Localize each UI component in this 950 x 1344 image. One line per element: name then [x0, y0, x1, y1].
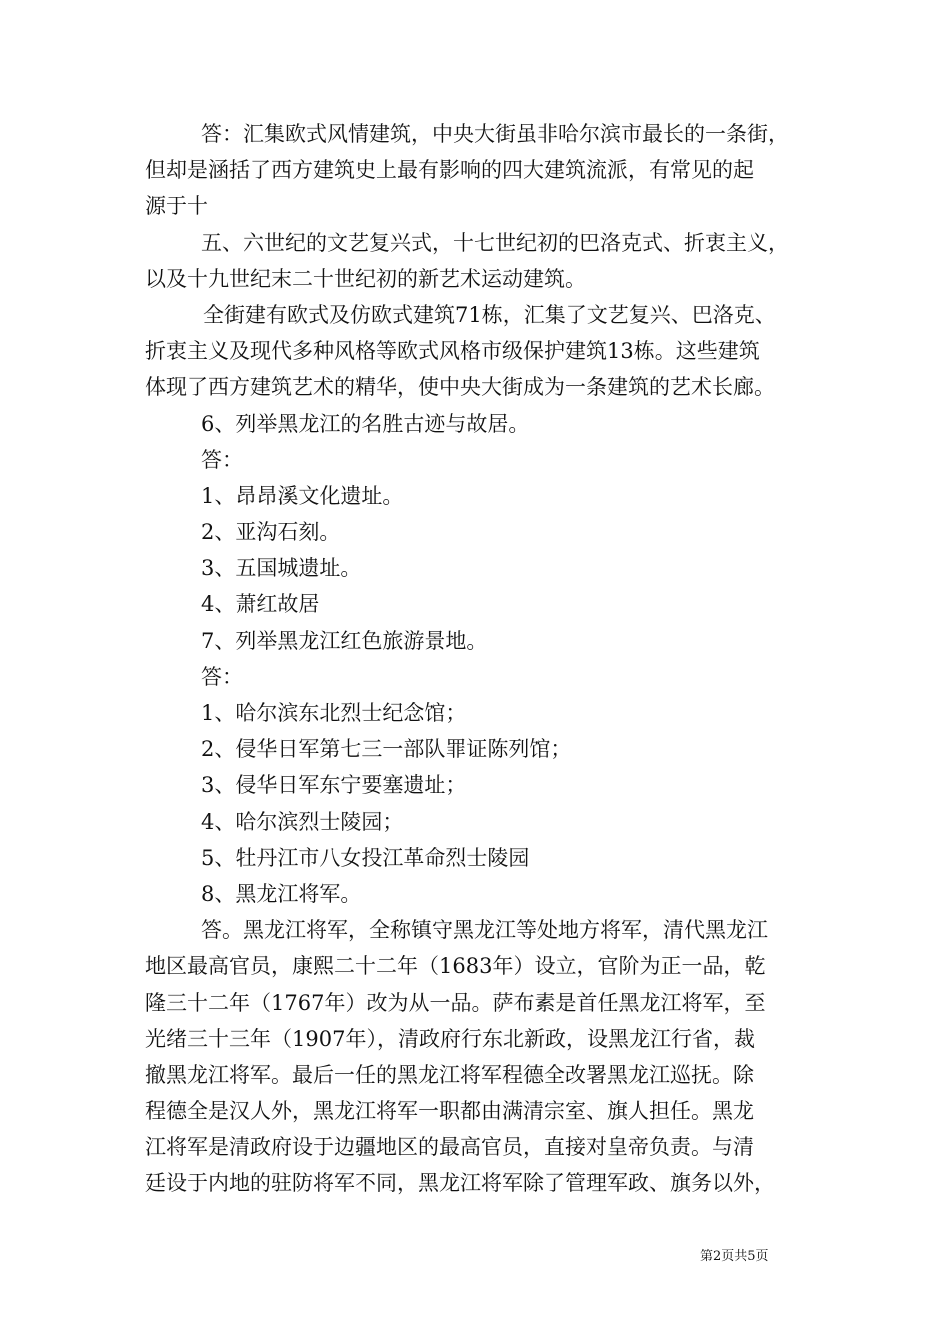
page-number: 第2页共5页: [700, 1249, 769, 1264]
text-line: 4、哈尔滨烈士陵园；: [201, 809, 404, 834]
text-line: 4、萧红故居: [201, 592, 320, 617]
document-body: [145, 116, 813, 1202]
text-line: 廷设于内地的驻防将军不同，黑龙江将军除了管理军政、旗务以外，: [145, 1171, 775, 1196]
text-line: 答：: [201, 447, 243, 472]
text-line: 光绪三十三年（1907年），清政府行东北新政，设黑龙江行省，裁: [145, 1026, 755, 1051]
text-line: 答：汇集欧式风情建筑，中央大街虽非哈尔滨市最长的一条街，: [201, 122, 789, 146]
text-line: 答。黑龙江将军，全称镇守黑龙江等处地方将军，清代黑龙江: [201, 918, 768, 943]
text-line: 5、牡丹江市八女投江革命烈士陵园: [201, 845, 530, 870]
text-line: 3、五国城遗址。: [201, 556, 362, 581]
text-line: 1、哈尔滨东北烈士纪念馆；: [201, 701, 467, 725]
text-line: 3、侵华日军东宁要塞遗址；: [201, 773, 467, 798]
text-line: 但却是涵括了西方建筑史上最有影响的四大建筑流派，有常见的起: [145, 158, 754, 183]
text-line: 五、六世纪的文艺复兴式，十七世纪初的巴洛克式、折衷主义，: [201, 230, 789, 255]
text-line: 地区最高官员，康熙二十二年（1683年）设立，官阶为正一品，乾: [145, 954, 766, 979]
text-line: 以及十九世纪末二十世纪初的新艺术运动建筑。: [145, 266, 586, 291]
text-line: 程德全是汉人外，黑龙江将军一职都由满清宗室、旗人担任。黑龙: [145, 1099, 754, 1124]
text-line: 1、昂昂溪文化遗址。: [201, 483, 404, 508]
text-line: 2、侵华日军第七三一部队罪证陈列馆；: [201, 737, 572, 762]
text-line: 折衷主义及现代多种风格等欧式风格市级保护建筑13栋。这些建筑: [145, 339, 760, 364]
text-line: 7、列举黑龙江红色旅游景地。: [201, 628, 488, 653]
text-line: 全街建有欧式及仿欧式建筑71栋，汇集了文艺复兴、巴洛克、: [203, 302, 776, 327]
text-line: 江将军是清政府设于边疆地区的最高官员，直接对皇帝负责。与清: [145, 1135, 754, 1160]
text-line: 撤黑龙江将军。最后一任的黑龙江将军程德全改署黑龙江巡抚。除: [145, 1062, 754, 1087]
text-line: 源于十: [145, 194, 208, 219]
text-line: 2、亚沟石刻。: [201, 520, 341, 545]
text-line: 6、列举黑龙江的名胜古迹与故居。: [201, 411, 530, 436]
text-line: 体现了西方建筑艺术的精华，使中央大街成为一条建筑的艺术长廊。: [145, 375, 775, 400]
text-line: 8、黑龙江将军。: [201, 881, 362, 906]
text-line: 答：: [201, 664, 243, 689]
text-line: 隆三十二年（1767年）改为从一品。萨布素是首任黑龙江将军，至: [145, 990, 766, 1015]
